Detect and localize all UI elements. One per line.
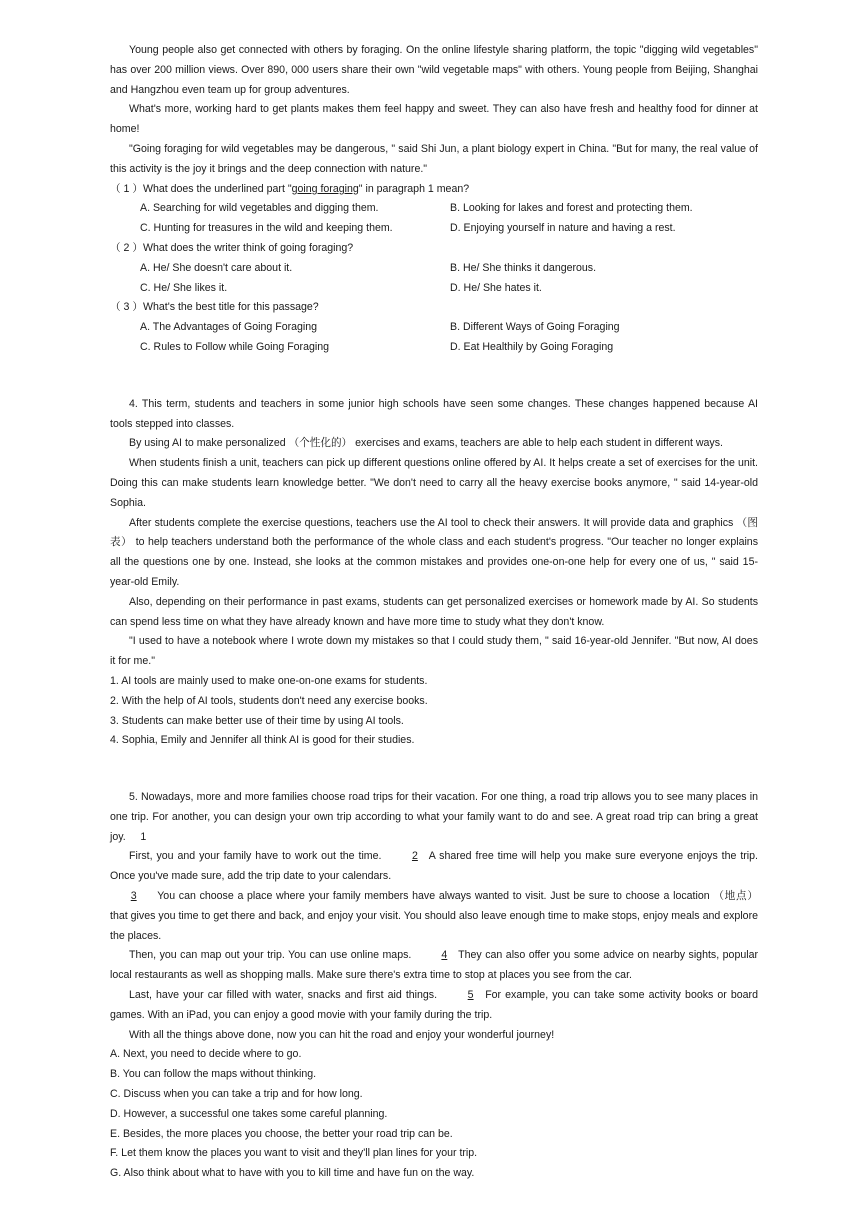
statement-3: 3. Students can make better use of their time by using AI tools. bbox=[110, 714, 404, 727]
passage5-paragraph-1: 5. Nowadays, more and more families choose road trips for their vacation. For one thing, a road trip allows you to see many places in one trip. For another, you can design your own trip according to what your family want to do and see. A great road trip can bring a great joy. 1 bbox=[110, 791, 758, 843]
passage5-paragraph-3: 3 You can choose a place where your family members have always wanted to visit. Just be sure to choose a location （地点） that gives you time to get there and back, and enjoy your visit. You should also leave enough time to make stops, enjoy meals and explore the places. bbox=[110, 887, 758, 946]
blank-3[interactable]: 3 bbox=[130, 890, 137, 903]
statement-1: 1. AI tools are mainly used to make one-on-one exams for students. bbox=[110, 674, 428, 687]
passage4-paragraph-3: When students finish a unit, teachers can pick up different questions online offered by AI. It helps create a set of exercises for the unit. Doing this can make students learn knowledge better. "We don't need to carry all the heavy exercise books anymore, " said 14-year-old Sophia. bbox=[110, 457, 758, 509]
option-a[interactable]: A. He/ She doesn't care about it. bbox=[140, 261, 293, 274]
passage5-paragraph-2: First, you and your family have to work out the time. 2 A shared free time will help you make sure everyone enjoys the trip. Once you've made sure, add the trip date to your calendars. bbox=[110, 847, 758, 887]
statement-2: 2. With the help of AI tools, students don't need any exercise books. bbox=[110, 694, 428, 707]
passage3-paragraph-2: What's more, working hard to get plants makes them feel happy and sweet. They can also have fresh and healthy food for dinner at home! bbox=[110, 103, 758, 136]
choice-e: E. Besides, the more places you choose, the better your road trip can be. bbox=[110, 1127, 453, 1140]
choice-a: A. Next, you need to decide where to go. bbox=[110, 1048, 302, 1061]
passage4-paragraph-4: After students complete the exercise questions, teachers use the AI tool to check their answers. It will provide data and graphics （图表） to help teachers understand both the performance of the whole class and each student's progress. "Our teacher no longer explains all the questions one by one. Instead, she looks at the common mistakes and provides one-on-one help for every one of us, " said 15-year-old Emily. bbox=[110, 516, 758, 588]
question-1: （ 1 ）What does the underlined part "going foraging" in paragraph 1 mean? bbox=[110, 182, 470, 195]
passage3-paragraph-3: "Going foraging for wild vegetables may be dangerous, " said Shi Jun, a plant biology expert in China. "But for many, the real value of this activity is the joy it brings and the deep connection with nature." bbox=[110, 142, 758, 175]
option-d[interactable]: D. Enjoying yourself in nature and having a rest. bbox=[450, 222, 676, 235]
question-3-options bbox=[110, 318, 758, 358]
section-gap bbox=[110, 751, 758, 788]
blank-2[interactable]: 2 bbox=[411, 850, 418, 863]
blank-1[interactable]: 1 bbox=[140, 830, 147, 843]
choice-g: G. Also think about what to have with you to kill time and have fun on the way. bbox=[110, 1167, 475, 1180]
choice-b: B. You can follow the maps without thinking. bbox=[110, 1068, 317, 1081]
option-d[interactable]: D. He/ She hates it. bbox=[450, 281, 542, 294]
statement-4: 4. Sophia, Emily and Jennifer all think AI is good for their studies. bbox=[110, 734, 415, 747]
document-page bbox=[110, 41, 758, 1184]
option-b[interactable]: B. Looking for lakes and forest and protecting them. bbox=[450, 202, 693, 215]
underlined-phrase: going foraging bbox=[291, 182, 359, 195]
passage3-paragraph-1: Young people also get connected with others by foraging. On the online lifestyle sharing platform, the topic "digging wild vegetables" has over 200 million views. Over 890, 000 users share their own "wild vegetable maps" with others. Young people from Beijing, Shanghai and Hangzhou even team up for group adventures. bbox=[110, 44, 758, 96]
option-c[interactable]: C. Rules to Follow while Going Foraging bbox=[140, 340, 330, 353]
question-1-options bbox=[110, 199, 758, 239]
option-b[interactable]: B. Different Ways of Going Foraging bbox=[450, 321, 620, 334]
passage4-paragraph-2: By using AI to make personalized （个性化的） exercises and exams, teachers are able to help each student in different ways. bbox=[129, 437, 723, 450]
option-c[interactable]: C. Hunting for treasures in the wild and keeping them. bbox=[140, 222, 393, 235]
section-gap bbox=[110, 358, 758, 395]
choice-d: D. However, a successful one takes some careful planning. bbox=[110, 1107, 388, 1120]
option-d[interactable]: D. Eat Healthily by Going Foraging bbox=[450, 340, 614, 353]
passage4-paragraph-1: 4. This term, students and teachers in some junior high schools have seen some changes. These changes happened because AI tools stepped into classes. bbox=[110, 397, 758, 430]
choice-f: F. Let them know the places you want to visit and they'll plan lines for your trip. bbox=[110, 1147, 478, 1160]
blank-4[interactable]: 4 bbox=[441, 949, 448, 962]
passage5-paragraph-4: Then, you can map out your trip. You can use online maps. 4 They can also offer you some advice on nearby sights, popular local restaurants as well as shopping malls. Make sure there's extra time to stop at places you see from the car. bbox=[110, 946, 758, 986]
option-c[interactable]: C. He/ She likes it. bbox=[140, 281, 228, 294]
question-2-options bbox=[110, 259, 758, 299]
passage5-paragraph-5: Last, have your car filled with water, snacks and first aid things. 5 For example, you can take some activity books or board games. With an iPad, you can enjoy a good movie with your family during the trip. bbox=[110, 986, 758, 1026]
question-3: （ 3 ）What's the best title for this passage? bbox=[110, 301, 319, 314]
question-2: （ 2 ）What does the writer think of going foraging? bbox=[110, 241, 354, 254]
passage5-paragraph-6: With all the things above done, now you can hit the road and enjoy your wonderful journey! bbox=[129, 1028, 555, 1041]
passage4-paragraph-6: "I used to have a notebook where I wrote down my mistakes so that I could study them, " said 16-year-old Jennifer. "But now, AI does it for me." bbox=[110, 635, 758, 668]
option-b[interactable]: B. He/ She thinks it dangerous. bbox=[450, 261, 597, 274]
option-a[interactable]: A. Searching for wild vegetables and digging them. bbox=[140, 202, 379, 215]
choice-c: C. Discuss when you can take a trip and for how long. bbox=[110, 1088, 363, 1101]
option-a[interactable]: A. The Advantages of Going Foraging bbox=[140, 321, 318, 334]
blank-5[interactable]: 5 bbox=[467, 989, 474, 1002]
passage4-paragraph-5: Also, depending on their performance in past exams, students can get personalized exercises or homework made by AI. So students can spend less time on what they have already known and have more time to study what they don't know. bbox=[110, 595, 758, 628]
